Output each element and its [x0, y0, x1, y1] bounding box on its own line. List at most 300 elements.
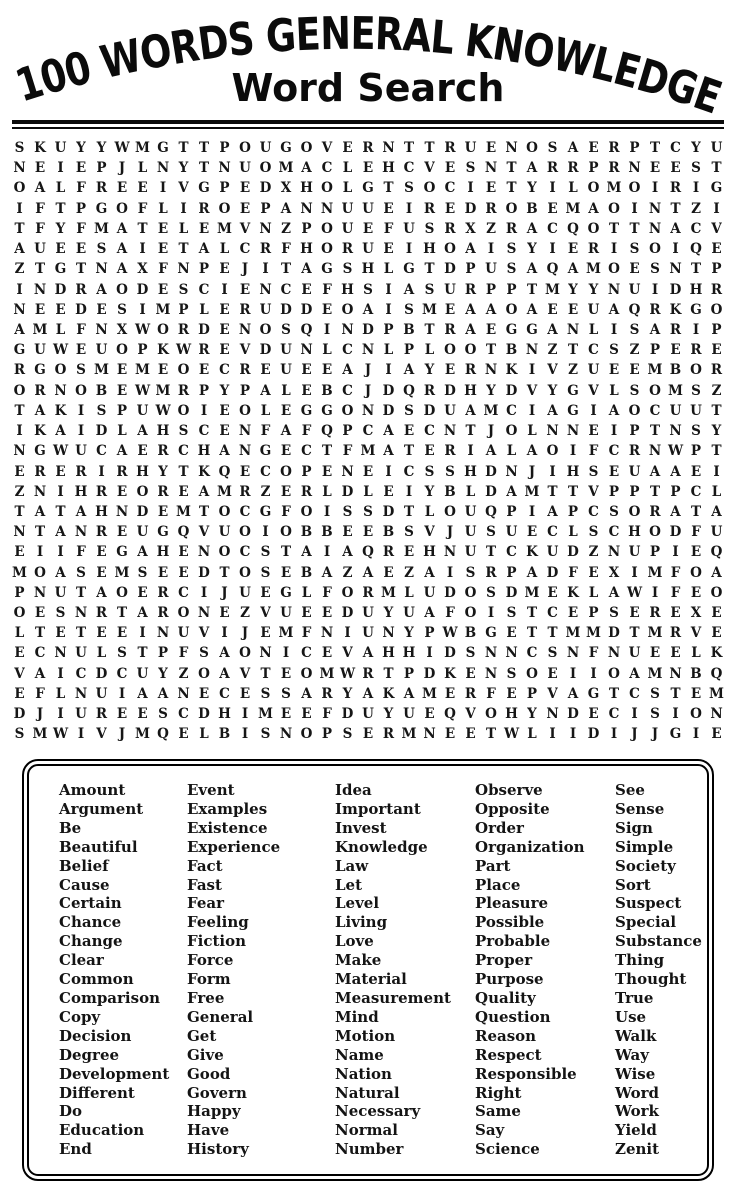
grid-cell-r30c10: L — [199, 726, 209, 743]
grid-cell-r13c2: R — [34, 382, 46, 399]
word-item: Sort — [615, 875, 651, 894]
grid-cell-r2c6: J — [118, 160, 126, 177]
grid-cell-r15c20: E — [403, 423, 415, 440]
grid-cell-r3c32: I — [651, 180, 659, 197]
grid-cell-r28c8: A — [157, 685, 169, 702]
grid-cell-r18c15: R — [300, 483, 313, 500]
grid-cell-r28c29: G — [587, 685, 600, 702]
grid-cell-r24c32: R — [649, 605, 661, 622]
grid-cell-r8c8: E — [157, 281, 169, 298]
grid-cell-r4c33: T — [670, 200, 681, 217]
grid-cell-r8c17: H — [341, 281, 354, 298]
grid-cell-r12c30: E — [608, 362, 620, 379]
grid-cell-r18c27: T — [547, 483, 558, 500]
grid-cell-r8c26: T — [526, 281, 538, 298]
grid-cell-r18c3: I — [57, 483, 64, 500]
grid-cell-r23c6: O — [116, 584, 128, 601]
grid-cell-r29c17: D — [341, 706, 354, 723]
word-list-column-1 — [59, 781, 187, 1159]
grid-cell-r18c17: D — [341, 483, 354, 500]
grid-cell-r30c16: P — [321, 726, 333, 743]
grid-cell-r15c6: L — [117, 423, 127, 440]
grid-cell-r30c1: S — [14, 726, 25, 743]
grid-cell-r6c10: A — [198, 241, 210, 258]
grid-cell-r12c13: E — [260, 362, 271, 379]
grid-cell-r24c4: N — [74, 605, 88, 622]
grid-cell-r21c21: H — [423, 544, 436, 561]
grid-cell-r22c11: T — [219, 564, 230, 581]
grid-cell-r16c8: R — [157, 443, 169, 460]
grid-cell-r9c2: E — [34, 301, 46, 318]
grid-cell-r8c3: D — [54, 281, 67, 298]
word-item: Possible — [475, 913, 545, 932]
grid-cell-r19c1: T — [14, 503, 25, 520]
grid-cell-r29c22: Q — [444, 706, 456, 723]
grid-cell-r8c29: Y — [588, 281, 599, 298]
grid-cell-r29c7: E — [137, 706, 148, 723]
grid-cell-r2c3: I — [57, 160, 64, 177]
grid-cell-r12c6: E — [116, 362, 128, 379]
grid-cell-r25c20: Y — [404, 625, 414, 642]
grid-cell-r15c15: F — [301, 423, 312, 440]
grid-cell-r29c14: E — [280, 706, 292, 723]
grid-cell-r24c7: A — [137, 605, 148, 622]
grid-cell-r12c29: U — [587, 362, 600, 379]
grid-cell-r25c6: E — [116, 625, 128, 642]
grid-cell-r30c22: E — [444, 726, 456, 743]
grid-cell-r11c7: P — [137, 342, 148, 359]
grid-cell-r15c14: A — [280, 423, 292, 440]
grid-cell-r16c16: T — [321, 443, 333, 460]
grid-cell-r4c21: R — [423, 200, 436, 217]
grid-cell-r2c27: R — [546, 160, 559, 177]
grid-cell-r26c20: H — [402, 645, 416, 662]
grid-cell-r19c26: I — [528, 503, 536, 520]
word-item: Special — [615, 913, 677, 932]
grid-cell-r6c6: A — [116, 241, 128, 258]
grid-cell-r27c27: E — [547, 665, 558, 682]
word-item: Invest — [335, 818, 387, 837]
grid-cell-r3c31: O — [628, 180, 641, 197]
grid-cell-r16c6: A — [116, 443, 128, 460]
grid-cell-r24c6: T — [116, 605, 128, 622]
grid-cell-r19c5: H — [95, 503, 108, 520]
word-item: Respect — [475, 1045, 542, 1064]
grid-cell-r10c24: E — [485, 321, 497, 338]
grid-cell-r16c32: N — [648, 443, 662, 460]
grid-cell-r27c28: I — [569, 665, 577, 682]
grid-cell-r19c25: P — [506, 503, 517, 520]
grid-cell-r15c29: E — [588, 423, 599, 440]
grid-cell-r1c13: U — [259, 140, 272, 156]
grid-cell-r1c11: P — [219, 140, 230, 156]
grid-cell-r27c16: M — [319, 665, 335, 682]
grid-cell-r18c30: P — [608, 483, 620, 500]
grid-cell-r21c6: G — [116, 544, 128, 561]
grid-cell-r5c15: P — [301, 220, 312, 237]
grid-cell-r17c30: E — [608, 463, 620, 480]
word-item: History — [187, 1140, 249, 1159]
word-item: Copy — [59, 1007, 101, 1026]
grid-cell-r13c15: E — [301, 382, 312, 399]
grid-cell-r7c3: G — [54, 261, 67, 278]
grid-cell-r18c13: Z — [260, 483, 271, 500]
grid-cell-r6c3: E — [55, 241, 66, 258]
grid-cell-r22c16: A — [321, 564, 333, 581]
grid-cell-r21c11: O — [218, 544, 231, 561]
grid-cell-r9c3: E — [55, 301, 66, 318]
grid-cell-r28c12: E — [239, 685, 251, 702]
grid-cell-r8c30: N — [607, 281, 621, 298]
grid-cell-r3c19: T — [383, 180, 394, 197]
grid-cell-r4c32: N — [648, 200, 662, 217]
grid-cell-r10c1: A — [14, 321, 25, 338]
grid-cell-r25c26: T — [526, 625, 538, 642]
grid-row-4 — [12, 200, 724, 217]
grid-cell-r20c9: Q — [177, 524, 190, 541]
grid-cell-r12c5: M — [94, 362, 109, 379]
grid-cell-r17c34: E — [690, 463, 702, 480]
grid-cell-r24c14: U — [280, 605, 292, 622]
word-item: Responsible — [475, 1064, 577, 1083]
grid-cell-r17c2: R — [34, 463, 46, 480]
grid-cell-r27c12: V — [239, 665, 251, 682]
grid-cell-r22c35: A — [711, 564, 722, 581]
grid-cell-r11c17: C — [342, 342, 353, 359]
grid-cell-r17c26: J — [528, 463, 536, 480]
grid-cell-r10c22: R — [444, 321, 456, 338]
grid-cell-r28c21: M — [422, 685, 437, 702]
word-item: Mind — [335, 1007, 379, 1026]
grid-row-26 — [12, 647, 724, 661]
grid-cell-r24c2: E — [34, 605, 46, 622]
grid-cell-r19c9: M — [176, 503, 191, 520]
grid-cell-r18c25: A — [506, 483, 517, 500]
grid-cell-r10c6: X — [116, 321, 128, 338]
grid-cell-r9c33: K — [669, 301, 682, 318]
grid-cell-r23c34: E — [690, 584, 702, 601]
grid-cell-r13c1: O — [13, 382, 26, 399]
grid-cell-r14c2: A — [34, 402, 46, 419]
word-item: Existence — [187, 818, 268, 837]
grid-cell-r10c35: P — [711, 321, 722, 338]
grid-cell-r19c4: A — [75, 503, 87, 520]
grid-cell-r7c2: T — [34, 261, 46, 278]
grid-cell-r17c15: P — [301, 463, 312, 480]
grid-cell-r22c8: E — [157, 564, 169, 581]
grid-cell-r20c7: U — [136, 524, 149, 541]
grid-cell-r24c27: C — [547, 605, 558, 622]
word-item: Get — [187, 1026, 217, 1045]
grid-cell-r7c16: G — [321, 261, 333, 278]
grid-cell-r30c11: B — [218, 726, 231, 743]
grid-cell-r25c12: J — [241, 625, 249, 642]
title-banner — [0, 0, 736, 118]
grid-cell-r14c34: U — [690, 402, 702, 419]
grid-cell-r6c22: O — [444, 241, 456, 258]
grid-cell-r25c4: T — [75, 625, 87, 642]
grid-cell-r17c13: C — [260, 463, 271, 480]
grid-cell-r27c19: T — [383, 665, 394, 682]
word-item: Living — [335, 913, 388, 932]
grid-row-2 — [12, 162, 724, 176]
word-item: Order — [475, 818, 524, 837]
grid-cell-r17c19: I — [385, 463, 392, 480]
grid-cell-r13c30: L — [609, 382, 619, 399]
grid-cell-r17c20: C — [403, 463, 415, 480]
grid-cell-r11c35: E — [711, 342, 722, 359]
grid-cell-r25c14: M — [278, 625, 294, 642]
grid-cell-r14c35: T — [711, 402, 722, 419]
grid-cell-r13c31: S — [629, 382, 640, 399]
grid-cell-r22c7: S — [137, 564, 148, 581]
grid-cell-r2c35: T — [711, 160, 722, 177]
grid-cell-r3c14: X — [280, 180, 292, 197]
grid-cell-r17c24: D — [485, 463, 497, 480]
grid-cell-r18c22: B — [444, 483, 456, 500]
grid-cell-r11c9: W — [176, 342, 192, 359]
grid-cell-r6c34: Q — [690, 241, 702, 258]
word-item: Measurement — [335, 988, 451, 1007]
grid-cell-r7c30: O — [608, 261, 620, 278]
grid-cell-r21c23: U — [464, 544, 477, 561]
page-subtitle: Word Search — [231, 66, 505, 110]
grid-cell-r19c10: T — [198, 503, 210, 520]
grid-cell-r14c26: I — [528, 402, 536, 419]
grid-row-15 — [12, 425, 724, 439]
grid-cell-r14c8: W — [155, 402, 171, 419]
grid-cell-r20c21: V — [424, 524, 435, 541]
grid-cell-r30c8: Q — [157, 726, 169, 743]
grid-cell-r16c15: C — [301, 443, 312, 460]
grid-cell-r13c21: R — [423, 382, 436, 399]
grid-cell-r1c8: G — [157, 140, 169, 156]
grid-cell-r21c5: E — [96, 544, 107, 561]
grid-cell-r3c21: O — [423, 180, 436, 197]
word-list-columns — [59, 781, 701, 1159]
grid-cell-r30c34: I — [692, 726, 700, 743]
grid-cell-r18c34: C — [690, 483, 702, 500]
grid-cell-r25c16: N — [320, 625, 334, 642]
grid-cell-r30c30: I — [610, 726, 618, 743]
grid-cell-r27c17: W — [340, 665, 356, 682]
grid-cell-r13c28: G — [567, 382, 579, 399]
grid-cell-r14c23: A — [465, 402, 476, 419]
grid-cell-r4c28: M — [565, 200, 581, 217]
word-item: Name — [335, 1045, 384, 1064]
word-item: Development — [59, 1064, 170, 1083]
grid-cell-r29c12: I — [241, 706, 249, 723]
grid-cell-r9c1: N — [13, 301, 26, 318]
grid-cell-r6c16: O — [321, 241, 333, 258]
grid-row-3 — [12, 182, 724, 196]
grid-cell-r25c2: T — [34, 625, 46, 642]
grid-cell-r29c35: N — [710, 706, 723, 723]
grid-cell-r12c34: O — [690, 362, 702, 379]
grid-cell-r3c20: S — [404, 180, 414, 197]
grid-cell-r11c18: N — [361, 342, 375, 359]
grid-cell-r27c30: O — [608, 665, 620, 682]
grid-cell-r24c34: X — [690, 605, 702, 622]
grid-cell-r12c24: N — [484, 362, 498, 379]
grid-cell-r5c2: F — [35, 220, 45, 237]
grid-cell-r18c4: H — [74, 483, 88, 500]
grid-cell-r6c17: R — [341, 241, 354, 258]
grid-cell-r2c20: C — [403, 160, 415, 177]
grid-cell-r8c4: R — [75, 281, 87, 298]
grid-cell-r17c28: H — [566, 463, 580, 480]
grid-cell-r20c8: G — [157, 524, 169, 541]
grid-row-7 — [12, 263, 724, 277]
grid-cell-r13c3: N — [54, 382, 67, 399]
grid-row-8 — [12, 281, 724, 298]
grid-cell-r27c2: A — [34, 665, 46, 682]
grid-row-22 — [12, 564, 724, 581]
grid-cell-r12c26: I — [528, 362, 536, 379]
grid-cell-r10c4: F — [76, 321, 86, 338]
grid-cell-r16c21: E — [424, 443, 435, 460]
grid-cell-r23c12: U — [239, 584, 251, 601]
grid-cell-r5c27: C — [547, 220, 558, 237]
grid-cell-r7c9: N — [177, 261, 190, 278]
grid-cell-r5c22: R — [444, 220, 456, 237]
grid-cell-r22c14: E — [280, 564, 292, 581]
grid-cell-r8c15: E — [301, 281, 312, 298]
grid-cell-r10c3: L — [55, 321, 66, 338]
grid-cell-r3c26: Y — [527, 180, 537, 197]
word-item: Certain — [59, 894, 122, 913]
grid-cell-r26c32: E — [649, 645, 661, 662]
grid-cell-r7c21: T — [424, 261, 435, 278]
word-item: Organization — [475, 837, 585, 856]
grid-cell-r21c14: T — [280, 544, 292, 561]
grid-cell-r2c21: V — [424, 160, 435, 177]
grid-cell-r8c25: P — [506, 281, 517, 298]
grid-cell-r16c11: A — [219, 443, 230, 460]
grid-cell-r28c32: S — [650, 685, 660, 702]
grid-cell-r21c18: Q — [362, 544, 374, 561]
grid-cell-r19c12: C — [239, 503, 251, 520]
grid-cell-r29c2: J — [36, 706, 44, 723]
grid-cell-r14c22: U — [444, 402, 456, 419]
grid-cell-r9c23: A — [465, 301, 476, 318]
grid-cell-r22c25: P — [506, 564, 517, 581]
grid-cell-r8c2: N — [33, 281, 47, 298]
grid-cell-r14c33: U — [669, 402, 682, 419]
grid-cell-r7c18: H — [361, 261, 375, 278]
grid-cell-r29c32: S — [650, 706, 660, 723]
grid-cell-r18c35: L — [711, 483, 722, 500]
grid-cell-r11c2: U — [34, 342, 46, 359]
grid-cell-r4c12: E — [239, 200, 251, 217]
grid-cell-r23c20: L — [404, 584, 414, 601]
grid-cell-r20c34: F — [691, 524, 701, 541]
grid-cell-r22c17: Z — [342, 564, 353, 581]
grid-cell-r21c4: F — [76, 544, 86, 561]
grid-cell-r2c32: E — [649, 160, 661, 177]
grid-cell-r2c23: S — [465, 160, 476, 177]
grid-cell-r19c33: A — [670, 503, 681, 520]
grid-cell-r15c30: I — [610, 423, 618, 440]
grid-cell-r16c17: F — [342, 443, 353, 460]
grid-cell-r13c9: R — [177, 382, 190, 399]
word-list-column-5 — [615, 781, 702, 1159]
grid-cell-r6c35: E — [711, 241, 722, 258]
grid-cell-r4c6: O — [116, 200, 128, 217]
grid-cell-r2c2: E — [34, 160, 46, 177]
grid-cell-r2c16: C — [321, 160, 333, 177]
grid-cell-r10c26: G — [526, 321, 538, 338]
grid-cell-r16c5: C — [96, 443, 107, 460]
grid-cell-r2c33: E — [670, 160, 681, 177]
grid-cell-r27c34: B — [690, 665, 702, 682]
grid-cell-r14c29: I — [590, 402, 597, 419]
grid-cell-r9c17: O — [341, 301, 354, 318]
grid-cell-r15c33: N — [669, 423, 682, 440]
grid-cell-r15c22: N — [443, 423, 457, 440]
grid-cell-r20c18: E — [362, 524, 374, 541]
grid-cell-r15c8: H — [156, 423, 170, 440]
word-item: Different — [59, 1083, 135, 1102]
grid-cell-r2c31: N — [628, 160, 641, 177]
word-item: Cause — [59, 875, 110, 894]
grid-cell-r25c8: N — [156, 625, 170, 642]
grid-cell-r29c16: F — [322, 706, 332, 723]
grid-cell-r15c10: C — [198, 423, 210, 440]
grid-cell-r15c32: T — [649, 423, 661, 440]
grid-cell-r3c6: E — [116, 180, 128, 197]
grid-cell-r25c29: M — [586, 625, 601, 642]
word-item: Event — [187, 781, 235, 799]
grid-cell-r20c20: S — [404, 524, 414, 541]
grid-row-14 — [12, 402, 724, 419]
grid-cell-r21c12: C — [239, 544, 251, 561]
grid-cell-r2c17: L — [342, 160, 353, 177]
grid-cell-r18c23: L — [465, 483, 476, 500]
grid-cell-r28c20: A — [403, 685, 415, 702]
grid-cell-r19c15: O — [300, 503, 313, 520]
grid-cell-r29c23: V — [465, 706, 476, 723]
grid-cell-r10c15: Q — [300, 321, 313, 338]
grid-cell-r20c3: A — [55, 524, 66, 541]
grid-cell-r30c21: N — [423, 726, 436, 743]
grid-cell-r15c2: K — [34, 423, 46, 440]
word-item: Idea — [335, 781, 372, 799]
word-item: See — [615, 781, 645, 799]
grid-cell-r14c28: G — [567, 402, 579, 419]
grid-cell-r6c15: H — [300, 241, 313, 258]
word-item: Good — [187, 1064, 231, 1083]
grid-cell-r22c9: E — [178, 564, 189, 581]
grid-cell-r4c17: U — [341, 200, 354, 217]
grid-cell-r21c7: A — [137, 544, 148, 561]
grid-cell-r11c14: U — [280, 342, 292, 359]
grid-cell-r6c25: S — [506, 241, 517, 258]
grid-cell-r10c25: G — [505, 321, 518, 338]
grid-cell-r29c29: E — [588, 706, 599, 723]
grid-cell-r23c32: I — [651, 584, 659, 601]
grid-cell-r25c32: M — [647, 625, 663, 642]
grid-cell-r13c32: O — [649, 382, 661, 399]
grid-cell-r24c33: E — [670, 605, 681, 622]
grid-cell-r11c33: E — [670, 342, 681, 359]
grid-cell-r7c1: Z — [14, 261, 25, 278]
grid-cell-r1c22: R — [444, 140, 456, 156]
word-item: Fear — [187, 894, 224, 913]
grid-cell-r18c10: A — [198, 483, 210, 500]
grid-cell-r20c13: I — [262, 524, 269, 541]
grid-cell-r9c35: O — [710, 301, 723, 318]
